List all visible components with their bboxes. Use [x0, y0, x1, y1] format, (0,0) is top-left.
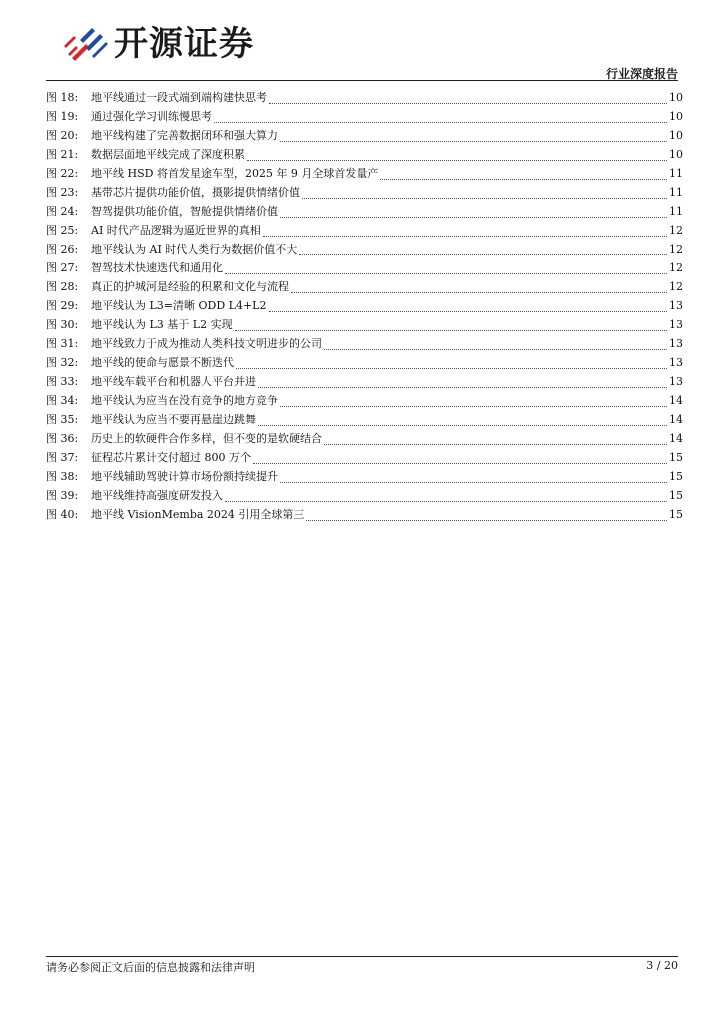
toc-figure-title: AI 时代产品逻辑为逼近世界的真相	[91, 223, 261, 237]
toc-page-number: 15	[669, 507, 683, 521]
toc-page-number: 14	[669, 431, 683, 445]
report-type-label: 行业深度报告	[605, 67, 678, 81]
toc-page-number: 10	[669, 109, 683, 123]
header-divider	[46, 80, 678, 81]
toc-figure-title: 地平线认为应当在没有竞争的地方竞争	[91, 394, 278, 407]
toc-page-number: 11	[669, 204, 683, 218]
figure-index-list	[46, 89, 683, 525]
toc-figure-number: 图 23:	[46, 185, 79, 199]
toc-figure-title: 地平线车载平台和机器人平台并进	[91, 375, 256, 389]
toc-entry[interactable]	[46, 335, 683, 354]
toc-leader-dots	[258, 386, 667, 388]
toc-leader-dots	[269, 102, 667, 104]
toc-entry[interactable]	[46, 373, 683, 392]
toc-figure-title: 地平线的使命与愿景不断迭代	[91, 356, 234, 370]
company-logo	[62, 22, 254, 66]
toc-page-number: 15	[669, 450, 683, 464]
page-number: 3 / 20	[646, 959, 678, 972]
toc-page-number: 12	[669, 261, 683, 275]
toc-entry[interactable]	[46, 108, 683, 127]
toc-entry[interactable]	[46, 259, 683, 278]
toc-figure-title: 历史上的软硬件合作多样，但不变的是软硬结合	[91, 431, 322, 445]
toc-entry[interactable]	[46, 165, 683, 184]
toc-figure-number: 图 29:	[46, 299, 79, 313]
toc-leader-dots	[214, 121, 667, 123]
toc-leader-dots	[324, 348, 667, 350]
toc-page-number: 13	[669, 356, 683, 370]
toc-figure-title: 地平线辅助驾驶计算市场份额持续提升	[91, 469, 278, 483]
toc-entry[interactable]	[46, 278, 683, 297]
toc-figure-title: 地平线认为 AI 时代人类行为数据价值不大	[91, 242, 298, 256]
toc-figure-number: 图 33:	[46, 375, 79, 389]
toc-figure-number: 图 27:	[46, 261, 79, 275]
toc-figure-title: 地平线 HSD 将首发星途车型，2025 年 9 月全球首发量产	[91, 166, 379, 180]
toc-page-number: 13	[669, 337, 683, 351]
toc-leader-dots	[247, 159, 667, 161]
toc-figure-title: 地平线 VisionMemba 2024 引用全球第三	[91, 507, 305, 521]
toc-entry[interactable]	[46, 506, 683, 525]
logo-text: 开源证券	[114, 24, 254, 64]
toc-figure-number: 图 31:	[46, 337, 79, 351]
toc-figure-number: 图 30:	[46, 318, 79, 332]
toc-entry[interactable]	[46, 449, 683, 468]
toc-leader-dots	[324, 443, 667, 445]
toc-page-number: 15	[669, 469, 683, 483]
toc-figure-number: 图 24:	[46, 204, 79, 218]
toc-figure-title: 地平线通过一段式端到端构建快思考	[91, 91, 267, 104]
toc-leader-dots	[280, 481, 667, 483]
toc-leader-dots	[225, 272, 667, 274]
toc-page-number: 12	[669, 280, 683, 294]
toc-page-number: 12	[669, 223, 683, 237]
toc-figure-title: 地平线认为 L3=清晰 ODD L4+L2	[91, 299, 267, 313]
toc-figure-title: 智驾技术快速迭代和通用化	[91, 261, 223, 275]
toc-leader-dots	[263, 235, 667, 237]
toc-figure-number: 图 20:	[46, 128, 79, 142]
toc-figure-title: 地平线认为 L3 基于 L2 实现	[91, 318, 233, 332]
toc-leader-dots	[225, 500, 667, 502]
toc-figure-number: 图 37:	[46, 450, 79, 464]
toc-page-number: 10	[669, 91, 683, 104]
footer-divider	[46, 956, 678, 957]
toc-entry[interactable]	[46, 203, 683, 222]
toc-leader-dots	[280, 216, 667, 218]
toc-leader-dots	[302, 197, 667, 199]
toc-entry[interactable]	[46, 127, 683, 146]
toc-leader-dots	[269, 310, 668, 312]
toc-figure-title: 征程芯片累计交付超过 800 万个	[91, 450, 251, 464]
toc-figure-number: 图 26:	[46, 242, 79, 256]
toc-entry[interactable]	[46, 392, 683, 411]
toc-leader-dots	[253, 462, 667, 464]
toc-entry[interactable]	[46, 430, 683, 449]
toc-leader-dots	[299, 253, 667, 255]
toc-figure-number: 图 40:	[46, 507, 79, 521]
toc-page-number: 12	[669, 242, 683, 256]
toc-entry[interactable]	[46, 487, 683, 506]
toc-entry[interactable]	[46, 241, 683, 260]
toc-page-number: 11	[669, 166, 683, 180]
toc-entry[interactable]	[46, 222, 683, 241]
toc-figure-number: 图 35:	[46, 412, 79, 426]
toc-entry[interactable]	[46, 354, 683, 373]
toc-page-number: 11	[669, 185, 683, 199]
toc-figure-number: 图 25:	[46, 223, 79, 237]
toc-leader-dots	[306, 519, 667, 521]
toc-figure-title: 智驾提供功能价值，智舱提供情绪价值	[91, 204, 278, 218]
toc-figure-number: 图 21:	[46, 147, 79, 161]
toc-page-number: 15	[669, 488, 683, 502]
toc-entry[interactable]	[46, 184, 683, 203]
logo-mark-icon	[62, 24, 110, 64]
toc-figure-title: 数据层面地平线完成了深度积累	[91, 147, 245, 161]
toc-figure-number: 图 28:	[46, 280, 79, 294]
toc-figure-title: 地平线构建了完善数据闭环和强大算力	[91, 128, 278, 142]
toc-figure-title: 地平线维持高强度研发投入	[91, 488, 223, 502]
toc-page-number: 14	[669, 412, 683, 426]
toc-entry[interactable]	[46, 146, 683, 165]
toc-figure-number: 图 32:	[46, 356, 79, 370]
toc-entry[interactable]	[46, 316, 683, 335]
toc-figure-number: 图 34:	[46, 394, 79, 407]
toc-entry[interactable]	[46, 468, 683, 487]
toc-page-number: 13	[669, 318, 683, 332]
toc-page-number: 13	[669, 299, 683, 313]
toc-leader-dots	[280, 405, 667, 407]
toc-entry[interactable]	[46, 89, 683, 108]
footer-disclaimer: 请务必参阅正文后面的信息披露和法律声明	[46, 961, 255, 974]
toc-figure-title: 地平线认为应当不要再悬崖边跳舞	[91, 412, 256, 426]
toc-figure-number: 图 36:	[46, 431, 79, 445]
toc-figure-title: 通过强化学习训练慢思考	[91, 109, 212, 123]
toc-leader-dots	[291, 291, 667, 293]
toc-figure-number: 图 22:	[46, 166, 79, 180]
toc-page-number: 14	[669, 394, 683, 407]
toc-entry[interactable]	[46, 411, 683, 430]
toc-leader-dots	[258, 424, 667, 426]
toc-entry[interactable]	[46, 297, 683, 316]
toc-figure-number: 图 19:	[46, 109, 79, 123]
toc-figure-number: 图 18:	[46, 91, 79, 104]
toc-page-number: 10	[669, 128, 683, 142]
toc-figure-title: 真正的护城河是经验的积累和文化与流程	[91, 280, 289, 294]
toc-figure-number: 图 38:	[46, 469, 79, 483]
toc-page-number: 10	[669, 147, 683, 161]
toc-page-number: 13	[669, 375, 683, 389]
toc-figure-title: 地平线致力于成为推动人类科技文明进步的公司	[91, 337, 322, 351]
toc-leader-dots	[280, 140, 667, 142]
toc-figure-number: 图 39:	[46, 488, 79, 502]
toc-leader-dots	[380, 178, 667, 180]
toc-leader-dots	[235, 329, 667, 331]
toc-figure-title: 基带芯片提供功能价值，摄影提供情绪价值	[91, 185, 300, 199]
toc-leader-dots	[236, 367, 667, 369]
